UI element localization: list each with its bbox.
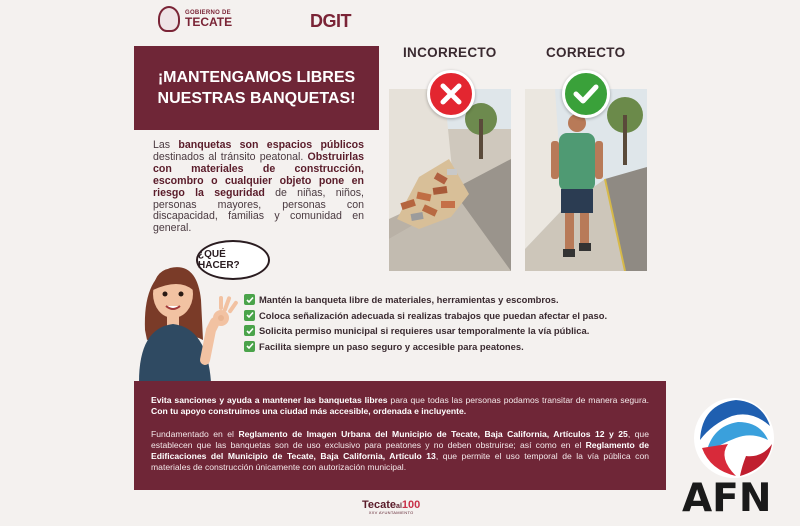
tecate-al-100-logo: Tecateal100 XXV AYUNTAMIENTO	[362, 499, 421, 515]
footer-legal-basis: Fundamentado en el Reglamento de Imagen Urbana del Municipio de Tecate, Baja California, Artículos 12 y 25, que establecen que las banquetas son de uso exclusivo para peatones y no deben obstruirse; así como en el Reglamento de Edificaciones del Municipio de Tecate, Baja California, Artículo 13, que permite el uso temporal de la vía pública con materiales de construcción únicamente con autorización municipal.	[151, 428, 650, 473]
wrong-x-icon	[427, 70, 475, 118]
afn-globe-icon	[692, 396, 776, 480]
logo-line-1: GOBIERNO DE	[185, 10, 231, 16]
page-title: ¡MANTENGAMOS LIBRES NUESTRAS BANQUETAS!	[157, 69, 356, 107]
check-icon	[562, 70, 610, 118]
list-item: Solicita permiso municipal si requieres usar temporalmente la vía pública.	[244, 323, 607, 339]
speech-bubble-text: ¿QUÉ HACER?	[198, 249, 240, 271]
list-item: Mantén la banqueta libre de materiales, herramientas y escombros.	[244, 292, 607, 308]
correct-label: CORRECTO	[546, 45, 626, 60]
check-icon	[244, 310, 255, 321]
tips-list	[244, 292, 607, 354]
gobierno-tecate-logo	[158, 6, 232, 32]
list-item: Facilita siempre un paso seguro y accesible para peatones.	[244, 339, 607, 355]
check-icon	[244, 341, 255, 352]
afn-wordmark: AFN	[682, 476, 772, 521]
incorrect-label: INCORRECTO	[403, 45, 497, 60]
footer-call-to-action: Evita sanciones y ayuda a mantener las banquetas libres para que todas las personas podamos transitar de manera segura. Con tu apoyo construimos una ciudad más accesible, ordenada e incluyente.	[151, 395, 649, 417]
description-text: Las banquetas son espacios públicos destinados al tránsito peatonal. Obstruirlas con materiales de construcción, escombro o cualquier objeto pone en riesgo la seguridad de niñas, niños, personas mayores, personas con discapacidad, familias y comunidad en general.	[153, 139, 365, 235]
girl-illustration	[135, 260, 245, 387]
check-icon	[244, 294, 255, 305]
dgit-logo: DGIT	[310, 11, 351, 31]
footer-panel	[134, 381, 666, 490]
check-icon	[244, 325, 255, 336]
title-banner	[134, 46, 379, 130]
logo-line-2: TECATE	[185, 15, 233, 29]
list-item: Coloca señalización adecuada si realizas trabajos que puedan afectar el paso.	[244, 308, 607, 324]
city-seal-icon	[158, 6, 180, 32]
